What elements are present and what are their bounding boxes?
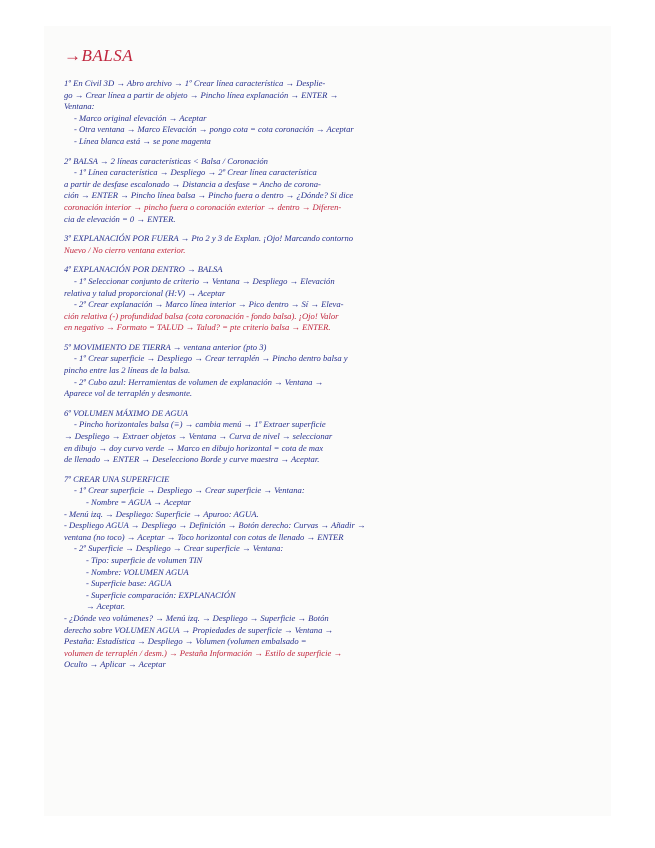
note-line: - Marco original elevación → Aceptar: [74, 112, 207, 123]
note-line: - 2º Superficie → Despliego → Crear superficie → Ventana:: [74, 543, 284, 554]
note-line: - 2º Crear explanación → Marco línea interior → Pico dentro → Sí → Eleva-: [74, 299, 344, 310]
note-line: → Despliego → Extraer objetos → Ventana → Curva de nivel → seleccionar: [64, 431, 333, 442]
note-line: de llenado → ENTER → Deselecciono Borde y curve maestra → Aceptar.: [64, 454, 320, 465]
section-3: [64, 233, 590, 256]
note-line: en negativo → Formato = TALUD → Talud? = pte criterio balsa → ENTER.: [64, 322, 331, 333]
note-line: ción → ENTER → Pincho línea balsa → Pincho fuera o dentro → ¿Dónde? Si dice: [64, 190, 354, 201]
note-line: - Nombre: VOLUMEN AGUA: [86, 566, 189, 577]
note-line: - 1º Línea característica → Despliego → 2º Crear línea característica: [74, 167, 317, 178]
note-line: Ventana:: [64, 101, 95, 112]
note-line: en dibujo → doy curvo verde → Marco en dibujo horizontal = cota de max: [64, 442, 324, 453]
note-line: - Superficie base: AGUA: [86, 578, 172, 589]
note-line: relativa y talud proporcional (H:V) → Aceptar: [64, 287, 226, 298]
note-line: pincho entre las 2 líneas de la balsa.: [64, 365, 191, 376]
note-line: Oculto → Aplicar → Aceptar: [64, 659, 166, 670]
note-line: Nuevo / No cierro ventana exterior.: [64, 244, 186, 255]
note-line: 3º EXPLANACIÓN POR FUERA → Pto 2 y 3 de Explan. ¡Ojo! Marcando contorno: [64, 233, 354, 244]
note-line: go → Crear línea a partir de objeto → Pincho línea explanación → ENTER →: [64, 89, 339, 100]
note-line: 5º MOVIMIENTO DE TIERRA → ventana anterior (pto 3): [64, 341, 267, 352]
note-line: - ¿Dónde veo volúmenes? → Menú izq. → Despliego → Superficie → Botón: [64, 612, 329, 623]
section-6: [64, 408, 590, 466]
note-line: - Otra ventana → Marco Elevación → pongo cota = cota coronación → Aceptar: [74, 124, 354, 135]
note-line: 6º VOLUMEN MÁXIMO DE AGUA: [64, 407, 188, 418]
note-line: Pestaña: Estadística → Despliego → Volumen (volumen embalsado =: [64, 636, 307, 647]
note-line: - Tipo: superficie de volumen TIN: [86, 554, 203, 565]
note-line: - Superficie comparación: EXPLANACIÓN: [86, 589, 236, 600]
section-5: [64, 342, 590, 400]
note-line: - 1º Crear superficie → Despliego → Crear terraplén → Pincho dentro balsa y: [74, 353, 348, 364]
page-title: →BALSA: [64, 46, 134, 65]
note-line: coronación interior → pincho fuera o coronación exterior → dentro → Diferen-: [64, 201, 342, 212]
section-4: [64, 264, 590, 334]
note-line: - Línea blanca está → se pone magenta: [74, 135, 211, 146]
note-line: - Nombre = AGUA → Aceptar: [86, 497, 192, 507]
note-line: 1º En Civil 3D → Abro archivo → 1º Crear línea característica → Desplie-: [64, 78, 326, 88]
note-line: ventana (no toco) → Aceptar → Toco horizontal con cotas de llenado → ENTER: [64, 531, 344, 542]
note-line: cia de elevación = 0 → ENTER.: [64, 213, 176, 224]
note-line: - 1º Seleccionar conjunto de criterio → Ventana → Despliego → Elevación: [74, 275, 335, 286]
handwritten-notes: [64, 46, 590, 679]
note-line: derecho sobre VOLUMEN AGUA → Propiedades de superficie → Ventana →: [64, 624, 334, 635]
note-line: - 2º Cubo azul: Herramientas de volumen de explanación → Ventana →: [74, 376, 324, 387]
note-line: - Despliego AGUA → Despliego → Definición → Botón derecho: Curvas → Añadir →: [64, 520, 366, 531]
note-line: ción relativa (-) profundidad balsa (cota coronación - fondo balsa). ¡Ojo! Valor: [64, 310, 339, 321]
section-2: [64, 156, 590, 226]
note-line: a partir de desfase escalonado → Distancia a desfase = Ancho de corona-: [64, 178, 321, 189]
note-line: 4º EXPLANACIÓN POR DENTRO → BALSA: [64, 264, 223, 275]
note-line: → Aceptar.: [86, 601, 125, 612]
section-1: [64, 78, 590, 148]
section-7: [64, 474, 590, 671]
note-line: 2º BALSA → 2 líneas características < Balsa / Coronación: [64, 155, 268, 166]
note-line: - 1º Crear superficie → Despliego → Crear superficie → Ventana:: [74, 485, 305, 496]
note-line: - Menú izq. → Despliego: Superficie → Apuroo: AGUA.: [64, 508, 259, 519]
note-line: volumen de terraplén / desm.) → Pestaña Información → Estilo de superficie →: [64, 647, 343, 658]
note-line: 7º CREAR UNA SUPERFICIE: [64, 473, 170, 484]
note-line: - Pincho horizontales balsa (≡) → cambia menú → 1º Extraer superficie: [74, 419, 326, 430]
note-line: Aparece vol de terraplén y desmonte.: [64, 388, 193, 399]
